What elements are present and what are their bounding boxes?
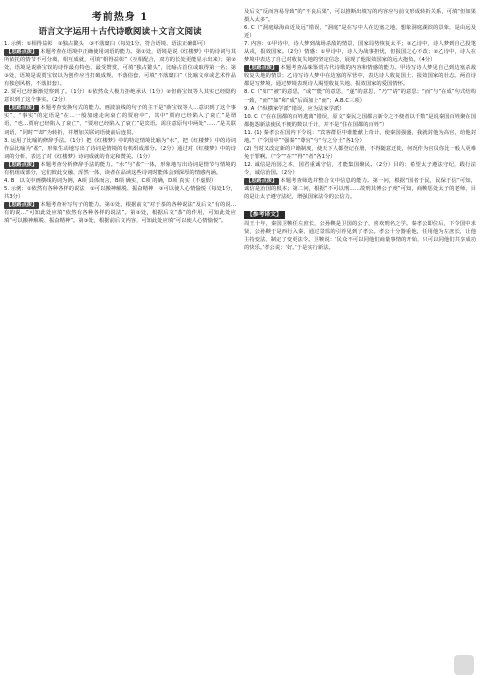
- hint-paragraph: [4, 201, 236, 225]
- answer-paragraph: [244, 40, 476, 64]
- paragraph-text: 5. 示例：①依然有各种各样的说法 ②可以搬神解脱、振奋精神 ③可以使人心情愉悦（每处1分，共3分）: [4, 185, 236, 200]
- paragraph-text: 1. 示例：①相得益彰 ②独占鳌头 ③不落窠臼（每处1分，符合语境、语法正确即可）: [4, 41, 209, 47]
- paragraph-text: 本题考查分析修辞手法的能力。“水”与“盐”一体，形象地写出诗词是情节与情境的有机组成部分，它们彼此交融、浑然一体，读者在品读这些诗词时能体会到深厚的情感内涵。: [4, 161, 236, 176]
- watermark-logo: [454, 655, 474, 675]
- right-body: [244, 8, 476, 252]
- answer-paragraph: [244, 113, 476, 129]
- hint-tag: 【思路点拨】: [246, 65, 278, 72]
- left-column: [4, 8, 236, 678]
- answer-paragraph: [4, 185, 236, 201]
- hint-tag: 【思路点拨】: [6, 201, 38, 208]
- page-header: [4, 8, 236, 37]
- paragraph-text: 本题考查在语境中正确使用词语的能力。第①处，语境是说《红楼梦》中的诗词与其所依托的情节不可分离，相互成就，可填“相得益彰”（互相配合，双方的长处更能显示出来）；第②处，语境是说薛宝钗的诗作最有特色、最受赞赏，可填“独占鳌头”，比喻占首位或取得第一名；第③处，语境是说贾宝钗以为创作应当打破成规、不落俗套，可填“不落窠臼”（比喻文章或艺术作品有独创风格，不落旧套）。: [4, 49, 236, 88]
- paragraph-text: 本题考查筛选并整合文中信息的能力。第一问，根据“国者于民，民保于信”可知，诚信是治国的根本；第二问，根据“不可以刑……故刑其傅公子虔”可知，商鞅惩处太子的老师，目的是让太子遵守法纪，增强国家法令的公信力。: [244, 177, 476, 201]
- answer-paragraph: [244, 145, 476, 161]
- paragraph-text: 周王十年，秦国卫鞅任左庶长，公孙鞅是卫国的公子，喜欢刑名之学。秦孝公即位后，下令国中求贤，公孙鞅于是西行入秦，通过景监的引荐见到了孝公。孝公十分器重他，任用他为左庶长，让他主持变法，制定了变更法令。卫鞅说：‘民众不可以同他们商量事情的开始，只可以同他们共享成功的快乐。’孝公说：‘好。’于是实行新法。: [244, 221, 476, 252]
- hint-paragraph: [4, 104, 236, 136]
- paragraph-text: 6. C（“洞庭绿海由近及远”错误，“洞庭”是在写中人在边塞之地，想象洞庭湖滨的景象，是由远及近）: [244, 25, 476, 40]
- answer-paragraph: [244, 24, 476, 40]
- answer-paragraph: [244, 161, 476, 177]
- paragraph-text: 及后文“反而容易导致”的“不良后果”，可以推断出填写的内容应与前文形成转折关系，可填“但如果摄入太多”。: [244, 9, 476, 24]
- answer-paragraph: [4, 88, 236, 104]
- paragraph-text: 3. 运用了比喻的修辞手法。（1分）把《红楼梦》中的特定情境比喻为“水”，把《红楼梦》中的诗词作品比喻为“盐”，形象生动地写出了诗词是情境的有机组成部分。（2分）通过对《红楼梦》中的诗词的分析，表达了对《红楼梦》诗词成就的肯定和赞美。（1分）: [4, 137, 236, 160]
- left-body: [4, 40, 236, 225]
- paragraph-text: 本题考查品味鉴赏古代诗歌的内容和情感的能力。甲诗写诗人梦见自己到边塞杀敌收复失地的情景；乙诗写诗人梦中在边塞的军营中，表达诗人收复国土、报效国家的壮志。两首诗都是写梦境，通过梦境表现诗人渴望收复失地、报效国家的爱国情怀。: [244, 65, 476, 88]
- hint-paragraph: [244, 64, 476, 88]
- paragraph-text: 12. 诚信是治国之本，国君重诚守信，才能集国聚民。（2分）目的：希望太子遵法守纪，践行法令，诚信治国。（2分）: [244, 161, 476, 176]
- paragraph-text: 7. 内容：①甲诗中，诗人梦到战场杀敌的情景，国家局势恢复太平；②乙诗中，诗人梦到自己投笔从戎，报效国家。（2分）情感：①甲诗中，诗人为战事担忧，但报国之心不改；②乙诗中，诗人在梦境中表达了自己对收复失地的坚定信念，展现了他报效国家的远大抱负。（4分）: [244, 41, 476, 64]
- section-heading: 【参考译文】: [244, 211, 285, 219]
- paragraph-text: 10. C（“在在国都的百姓逃离”错误，原文“秦民之国都言新令之不便者以千数”是说秦国百姓聚在国都抱怨新法使民不便的数以千计，并不是“住在国都的百姓”）: [244, 113, 476, 128]
- hint-paragraph: [244, 177, 476, 201]
- hint-tag: 【思路点拨】: [6, 161, 38, 168]
- answer-paragraph: [244, 129, 476, 145]
- paragraph-text: (2) 当时又改定新的户籍制度，使天下人都登记在册，不得随意迁徙，何况作为官员你比一般人更难免于罪啊。（“令”“在”“得”“者”各1分）: [244, 145, 476, 160]
- answer-paragraph: [244, 105, 476, 113]
- hint-tag: 【思路点拨】: [6, 105, 38, 112]
- paragraph-text: 本题考查补写句子的能力。第①处，根据前文“对于茶的各种说法”及后文“有的说…有的说…”可知此处应填“依然有各种各样的说法”。第②处，根据后文“茶”的作用，可知此处应填“可以搬神解脱、振奋精神”。第③处，根据前后文内容，可知此处应填“可以使人心情愉悦”。: [4, 201, 236, 225]
- hint-tag: 【思路点拨】: [6, 49, 38, 56]
- page-kicker: 考前热身 1: [91, 12, 149, 23]
- paragraph-text: 4. B 以文中画横线的词为例，A项 具体而言，B项 确实，C项 的确，D项 真实（不虚假）: [4, 177, 217, 184]
- answer-paragraph: [4, 137, 236, 161]
- answer-paragraph: [4, 177, 236, 185]
- answer-paragraph: [244, 8, 476, 24]
- hint-paragraph: [4, 48, 236, 88]
- paragraph-text: 11. (1) 秦孝公在国内下令说：“宾客群臣中谁能献上奇计，使秦国强盛，我就封他为高官，给他封地。”（“令国中”“强秦”“尊官”与“与之分土”各1分）: [244, 129, 476, 144]
- answer-paragraph: [244, 220, 476, 252]
- paragraph-text: 2. 贾可已经渐渐觉察到了。（1分）①依然众人极力拒绝承认（1分）②但薛宝钗等人其实已经隐约意识到了这个事实。（2分）: [4, 89, 236, 104]
- hint-paragraph: [4, 161, 236, 177]
- right-column: [244, 8, 476, 678]
- paragraph-text: 本题考查变换句式的能力。画波浪线的句子的主干是“薛宝钗等人…意识到了这个事实”，“事实”的定语是“在…一般加速走向衰亡的贾府中”，其中“贾府已经陷入了衰亡”是谓语，“也…贾府已经陷入了衰亡”，“贾府已经陷入了衰亡”是宾语。需注意原句中两处“……”是关联词语，“同时”“却”为转折，并增加关联词语使前后连贯。: [4, 105, 236, 136]
- page-title: 语言文字运用＋古代诗歌阅读＋文言文阅读: [38, 27, 202, 37]
- hint-tag: 【思路点拨】: [246, 177, 278, 184]
- answer-paragraph: [4, 40, 236, 48]
- paragraph-text: 8. C（“如”“被”的意思，“或”“能”的意思，“遂”的意思，“乃”“请”的意思；“而”与“在成”句式结构一致，“而”“如”和“成”后面加上“而”；A.B.C三项）: [244, 89, 476, 104]
- paragraph-text: 9. A（“纵横家学派”错误，应为法家学派）: [244, 105, 345, 112]
- answer-paragraph: [244, 88, 476, 104]
